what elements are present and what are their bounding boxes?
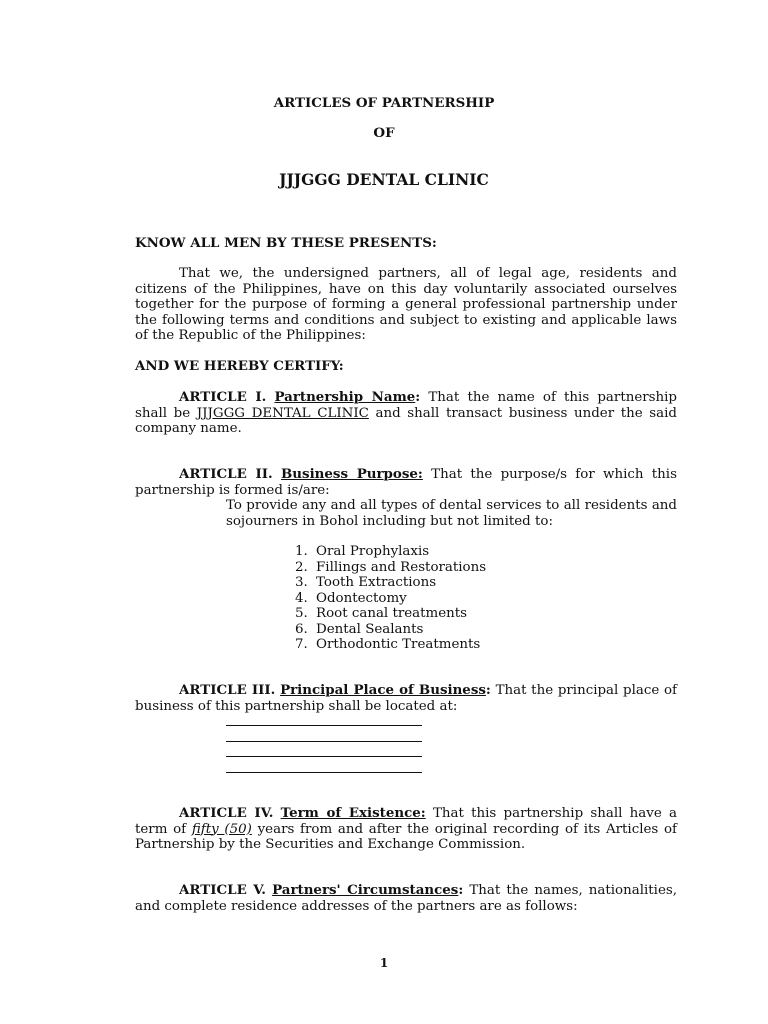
page-number: 1 <box>379 956 389 970</box>
list-item: 6. Dental Sealants <box>295 621 424 637</box>
list-item: 4. Odontectomy <box>295 590 407 606</box>
certify-heading: AND WE HEREBY CERTIFY: <box>135 358 344 374</box>
list-item: 7. Orthodontic Treatments <box>295 637 481 652</box>
address-blank-line <box>226 756 422 757</box>
article-4-label: ARTICLE IV. <box>179 805 274 821</box>
article-5-label: ARTICLE V. <box>179 882 266 898</box>
title-line-1: ARTICLES OF PARTNERSHIP <box>273 95 495 111</box>
article-3-text: That the principal place of business of this partnership shall be located at: <box>135 683 677 714</box>
services-list <box>295 544 486 653</box>
list-item: 2. Fillings and Restorations <box>295 559 487 575</box>
list-item: 3. Tooth Extractions <box>295 575 437 590</box>
address-blank-line <box>226 772 422 773</box>
article-2 <box>135 467 677 498</box>
article-5-text: That the names, nationalities, and complete residence addresses of the partners are as follows: <box>135 883 677 914</box>
term-value: fifty (50) <box>191 821 252 837</box>
article-2-text: That the purpose/s for which this partnership is formed is/are: <box>135 467 677 498</box>
article-2-heading: Business Purpose: <box>280 466 423 482</box>
article-3-heading: Principal Place of Business <box>280 682 486 698</box>
article-4 <box>135 806 677 853</box>
article-4-text-after: years from and after the original recording of its Articles of Partnership by the Securities and Exchange Commission. <box>135 821 678 853</box>
article-5-heading: Partners' Circumstances <box>272 882 459 898</box>
article-1-heading: Partnership Name <box>274 389 416 405</box>
clinic-title: JJJGGG DENTAL CLINIC <box>279 170 489 189</box>
list-item: 1. Oral Prophylaxis <box>295 544 430 559</box>
article-2-sub: To provide any and all types of dental services to all residents and sojourners in Bohol including but not limited to: <box>226 498 677 529</box>
article-2-label: ARTICLE II. <box>179 466 273 482</box>
article-1: ARTICLE I. Partnership Name: That the name of this partnership shall be JJJGGG DENTAL CLINIC and shall transact business under the said company name. <box>135 389 677 437</box>
article-4-text: That this partnership shall have a term of <box>135 806 677 837</box>
title-line-2: OF <box>373 125 395 141</box>
article-3-label: ARTICLE III. <box>179 682 276 698</box>
article-1-text: That the name of this partnership shall be <box>135 390 677 421</box>
partnership-name: JJJGGG DENTAL CLINIC <box>196 405 369 421</box>
address-blank-line <box>226 725 422 726</box>
article-5: ARTICLE V. Partners' Circumstances: That the names, nationalities, and complete residence addresses of the partners are as follows: <box>135 882 677 914</box>
list-item: 5. Root canal treatments <box>295 606 468 621</box>
address-blank-line <box>226 741 422 742</box>
intro-paragraph: That we, the undersigned partners, all of legal age, residents and citizens of the Philippines, have on this day voluntarily associated ourselves together for the purpose of forming a general professional partnership under the following terms and conditions and subject to existing and applicable laws of the Republic of the Philippines: <box>135 266 677 344</box>
article-1-label: ARTICLE I. <box>179 389 267 405</box>
article-4-heading: Term of Existence: <box>280 805 426 821</box>
article-1-text-after: and shall transact business under the said company name. <box>135 405 677 437</box>
intro-heading: KNOW ALL MEN BY THESE PRESENTS: <box>135 235 437 251</box>
article-3: ARTICLE III. Principal Place of Business: That the principal place of business of this partnership shall be located at: <box>135 682 677 714</box>
